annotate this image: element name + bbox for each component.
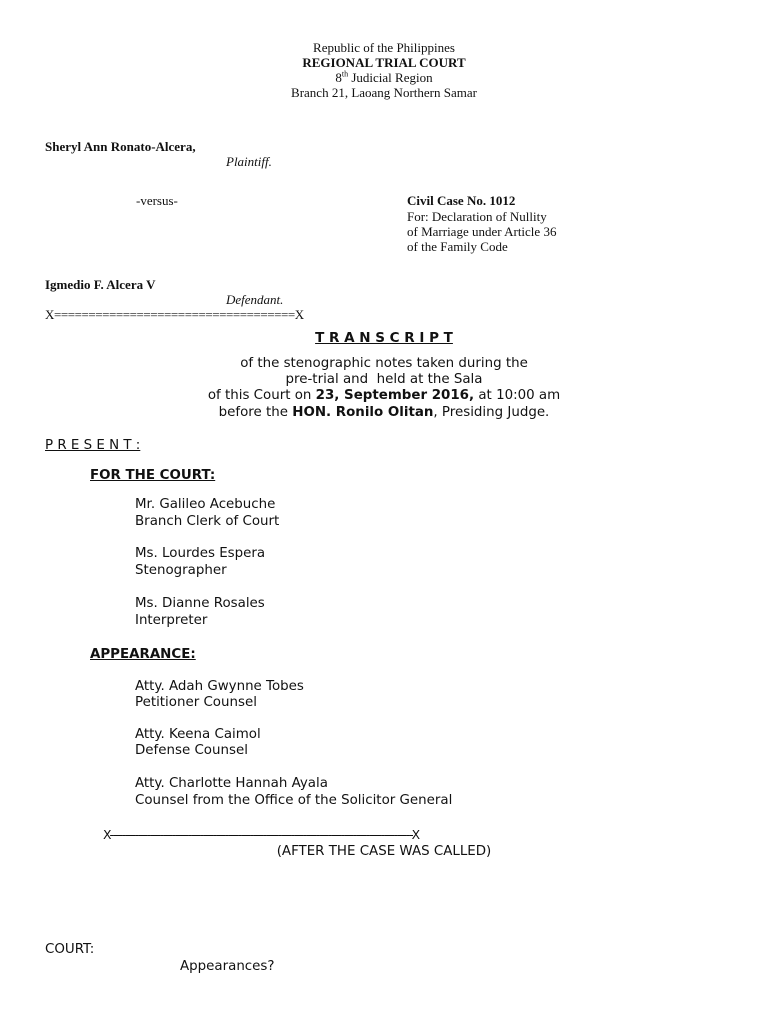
case-for-line: of Marriage under Article 36	[407, 224, 557, 239]
court-person-name: Mr. Galileo Acebuche	[135, 497, 276, 512]
transcript-judge-line: before the HON. Ronilo Olitan, Presiding Judge.	[218, 405, 550, 420]
court-heading: FOR THE COURT:	[90, 468, 216, 483]
proceedings-note: (AFTER THE CASE WAS CALLED)	[276, 844, 492, 859]
appearance-heading: APPEARANCE:	[90, 647, 196, 662]
appearance-role: Petitioner Counsel	[135, 695, 257, 710]
court-person-role: Stenographer	[135, 563, 227, 578]
defendant-role: Defendant.	[226, 292, 284, 307]
caption-separator: X===================================X	[45, 307, 304, 322]
transcript-date-line: of this Court on 23, September 2016, at 10:00 am	[207, 388, 561, 403]
plaintiff-name: Sheryl Ann Ronato-Alcera,	[45, 139, 196, 154]
court-person-name: Ms. Dianne Rosales	[135, 596, 265, 611]
court-person-role: Interpreter	[135, 613, 208, 628]
appearance-name: Atty. Charlotte Hannah Ayala	[135, 776, 328, 791]
court-person-name: Ms. Lourdes Espera	[135, 546, 266, 561]
case-for-line: For: Declaration of Nullity	[407, 209, 547, 224]
speaker-statement: Appearances?	[180, 959, 275, 974]
speaker-label: COURT:	[45, 942, 95, 957]
versus-label: -versus-	[136, 193, 178, 208]
plaintiff-role: Plaintiff.	[226, 154, 272, 169]
proceedings-divider: X-------------------------------------------------------------------------------------------------X	[103, 827, 419, 842]
header-court: REGIONAL TRIAL COURT	[302, 55, 466, 70]
court-person-role: Branch Clerk of Court	[135, 514, 280, 529]
transcript-line: of the stenographic notes taken during the	[240, 356, 528, 371]
defendant-name: Igmedio F. Alcera V	[45, 277, 156, 292]
appearance-name: Atty. Keena Caimol	[135, 727, 261, 742]
present-heading: P R E S E N T :	[45, 438, 141, 453]
transcript-title: T R A N S C R I P T	[315, 330, 453, 346]
header-republic: Republic of the Philippines	[313, 40, 455, 55]
case-number: Civil Case No. 1012	[407, 193, 516, 208]
appearance-role: Counsel from the Office of the Solicitor General	[135, 793, 453, 808]
header-region: 8th Judicial Region	[335, 69, 433, 85]
header-branch: Branch 21, Laoang Northern Samar	[291, 85, 477, 100]
appearance-name: Atty. Adah Gwynne Tobes	[135, 679, 304, 694]
appearance-role: Defense Counsel	[135, 743, 248, 758]
case-for-line: of the Family Code	[407, 239, 508, 254]
transcript-line: pre-trial and held at the Sala	[285, 372, 483, 387]
